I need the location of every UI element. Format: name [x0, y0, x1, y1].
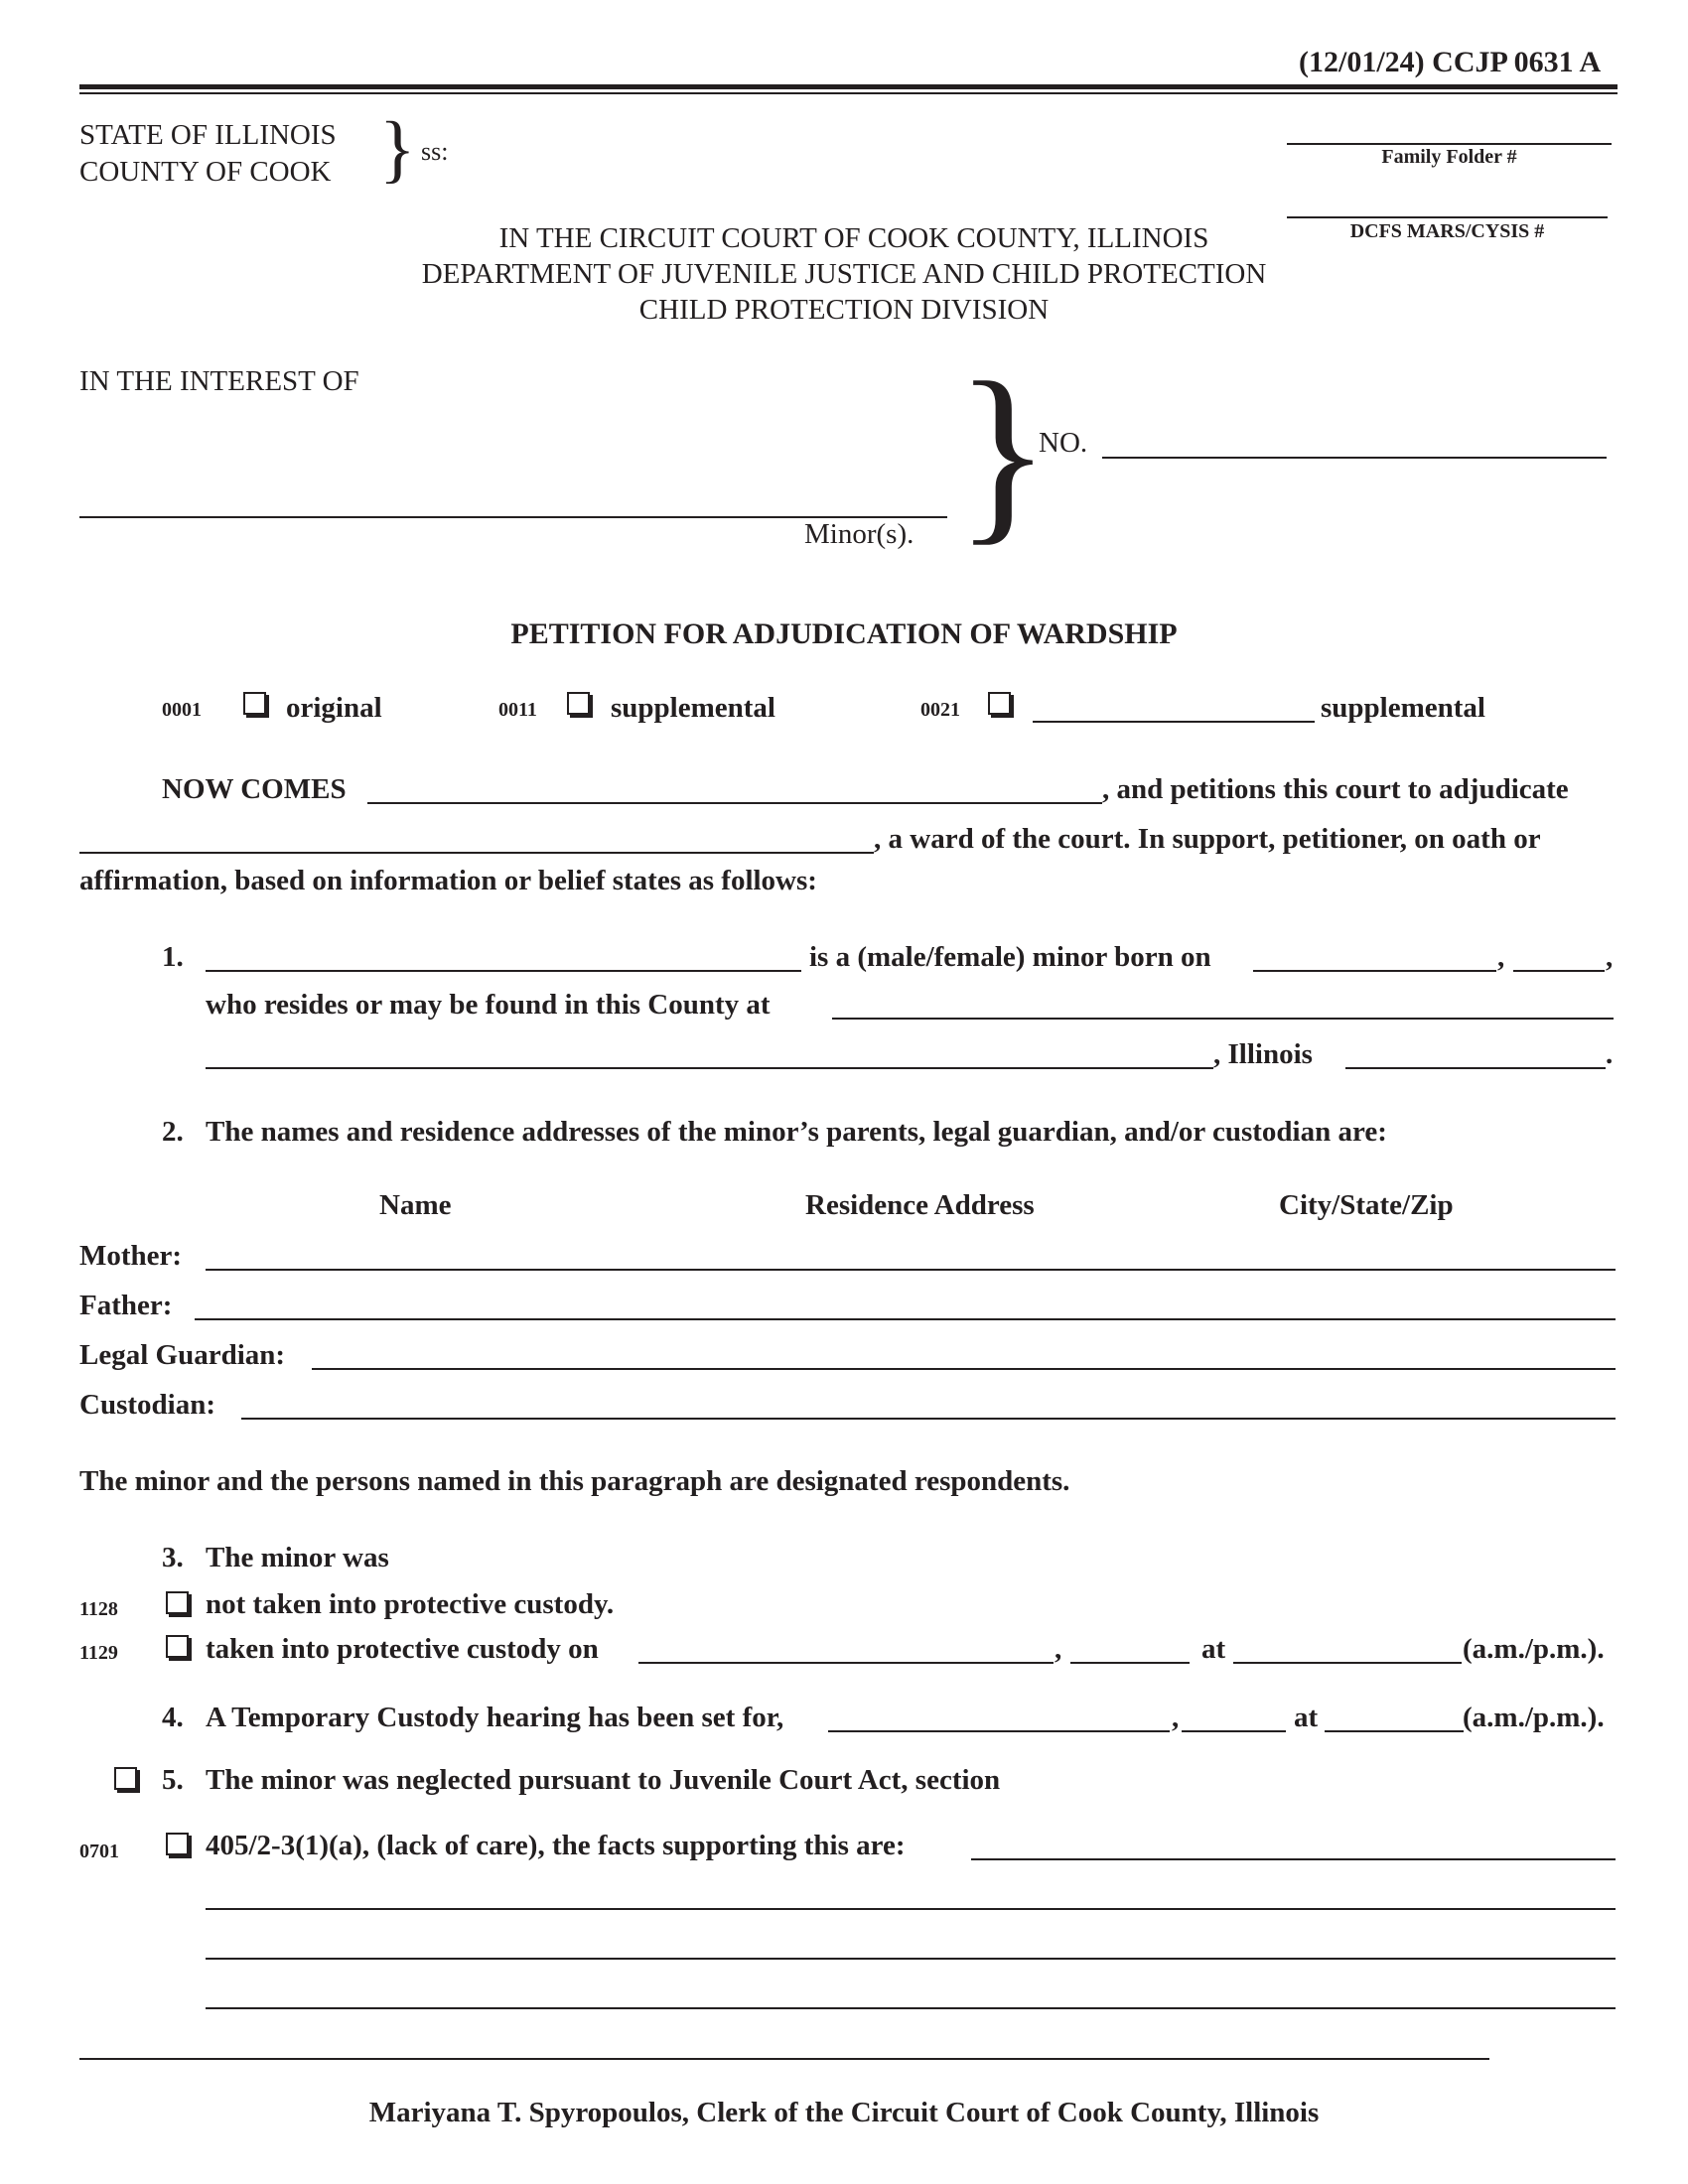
original-checkbox[interactable] [243, 692, 266, 715]
ward-text: , a ward of the court. In support, petitioner, on oath or [874, 823, 1541, 855]
taken-label: taken into protective custody on [206, 1633, 599, 1665]
item3-comma: , [1055, 1633, 1062, 1665]
petitions-text: , and petitions this court to adjudicate [1102, 773, 1569, 805]
item3-at: at [1201, 1633, 1226, 1665]
item1-comma2: , [1606, 941, 1614, 973]
custodian-field[interactable] [241, 1418, 1616, 1420]
item2-number: 2. [162, 1116, 184, 1148]
court-line3: CHILD PROTECTION DIVISION [638, 294, 1050, 326]
facts-field-4[interactable] [206, 2007, 1616, 2009]
mother-field[interactable] [206, 1269, 1616, 1271]
hearing-year-field[interactable] [1182, 1730, 1286, 1732]
clerk-footer: Mariyana T. Spyropoulos, Clerk of the Circuit Court of Cook County, Illinois [368, 2097, 1320, 2128]
code-0021: 0021 [920, 699, 960, 721]
item4-text: A Temporary Custody hearing has been set for, [206, 1702, 784, 1733]
ward-name-field[interactable] [79, 852, 874, 854]
lack-of-care-label: 405/2-3(1)(a), (lack of care), the facts supporting this are: [206, 1830, 906, 1861]
zip-field[interactable] [1345, 1067, 1606, 1069]
item1-number: 1. [162, 941, 184, 973]
item2-text: The names and residence addresses of the minor’s parents, legal guardian, and/or custodian are: [206, 1116, 1387, 1148]
caption-brace: } [955, 342, 1051, 562]
lack-of-care-checkbox[interactable] [166, 1833, 189, 1855]
item4-number: 4. [162, 1702, 184, 1733]
neglected-checkbox[interactable] [114, 1767, 137, 1790]
custody-time-field[interactable] [1233, 1662, 1462, 1664]
footer-rule [79, 2058, 1489, 2060]
family-folder-label: Family Folder # [1381, 146, 1517, 168]
item4-ampm: (a.m./p.m.). [1463, 1702, 1605, 1733]
item5-text: The minor was neglected pursuant to Juvenile Court Act, section [206, 1764, 1001, 1796]
now-comes-label: NOW COMES [162, 773, 347, 805]
court-line2: DEPARTMENT OF JUVENILE JUSTICE AND CHILD PROTECTION [421, 258, 1267, 290]
petition-title: PETITION FOR ADJUDICATION OF WARDSHIP [510, 617, 1178, 650]
code-0011: 0011 [498, 699, 537, 721]
column-city-state-zip: City/State/Zip [1279, 1189, 1454, 1221]
not-taken-checkbox[interactable] [166, 1591, 189, 1614]
item1-period: . [1606, 1038, 1614, 1070]
form-id: (12/01/24) CCJP 0631 A [1299, 46, 1602, 78]
column-residence-address: Residence Address [805, 1189, 1035, 1221]
item4-at: at [1294, 1702, 1319, 1733]
illinois-text: , Illinois [1213, 1038, 1313, 1070]
court-line1: IN THE CIRCUIT COURT OF COOK COUNTY, ILLINOIS [498, 222, 1209, 254]
case-number-field[interactable] [1102, 457, 1607, 459]
address-field[interactable] [832, 1018, 1614, 1020]
code-1128: 1128 [79, 1598, 118, 1620]
original-label: original [286, 692, 382, 724]
item3-number: 3. [162, 1542, 184, 1573]
supplemental-number-field[interactable] [1033, 721, 1315, 723]
venue-state: STATE OF ILLINOIS [79, 119, 337, 151]
code-0001: 0001 [162, 699, 202, 721]
facts-field-3[interactable] [206, 1958, 1616, 1960]
item1-comma1: , [1497, 941, 1505, 973]
not-taken-label: not taken into protective custody. [206, 1588, 615, 1620]
legal-guardian-label: Legal Guardian: [79, 1339, 286, 1371]
venue-county: COUNTY OF COOK [79, 156, 332, 188]
header-rule-thick [79, 84, 1618, 89]
header-rule-thin [79, 92, 1618, 94]
other-supplemental-checkbox[interactable] [988, 692, 1011, 715]
taken-checkbox[interactable] [166, 1635, 189, 1658]
venue-ss: ss: [421, 137, 449, 166]
item3-ampm: (a.m./p.m.). [1463, 1633, 1605, 1665]
affirmation-text: affirmation, based on information or belief states as follows: [79, 865, 817, 896]
mother-label: Mother: [79, 1240, 183, 1272]
dcfs-label: DCFS MARS/CYSIS # [1349, 220, 1545, 242]
column-name: Name [379, 1189, 452, 1221]
hearing-date-field[interactable] [828, 1730, 1170, 1732]
supplemental-label: supplemental [611, 692, 775, 724]
father-field[interactable] [195, 1318, 1616, 1320]
facts-field-1[interactable] [971, 1858, 1616, 1860]
custody-year-field[interactable] [1070, 1662, 1190, 1664]
item3-text: The minor was [206, 1542, 389, 1573]
petitioner-field[interactable] [367, 802, 1102, 804]
custodian-label: Custodian: [79, 1389, 215, 1421]
hearing-time-field[interactable] [1325, 1730, 1464, 1732]
minor-born-text: is a (male/female) minor born on [809, 941, 1211, 973]
birth-year-field[interactable] [1513, 970, 1605, 972]
family-folder-field[interactable] [1287, 143, 1612, 145]
other-supplemental-label: supplemental [1321, 692, 1485, 724]
dcfs-field[interactable] [1287, 216, 1608, 218]
facts-field-2[interactable] [206, 1908, 1616, 1910]
item4-comma: , [1172, 1702, 1180, 1733]
respondents-text: The minor and the persons named in this paragraph are designated respondents. [79, 1465, 1070, 1497]
code-1129: 1129 [79, 1642, 118, 1664]
item5-number: 5. [162, 1764, 184, 1796]
supplemental-checkbox[interactable] [567, 692, 590, 715]
minor-name-field-1[interactable] [206, 970, 801, 972]
legal-guardian-field[interactable] [312, 1368, 1616, 1370]
venue-brace: } [379, 107, 416, 191]
minors-label: Minor(s). [804, 518, 914, 550]
custody-date-field[interactable] [638, 1662, 1054, 1664]
case-no-label: NO. [1039, 427, 1088, 459]
code-0701: 0701 [79, 1841, 119, 1862]
resides-text: who resides or may be found in this County at [206, 989, 771, 1021]
address-field-2[interactable] [206, 1067, 1213, 1069]
birth-date-field[interactable] [1253, 970, 1496, 972]
interest-of-label: IN THE INTEREST OF [79, 365, 359, 397]
father-label: Father: [79, 1290, 173, 1321]
